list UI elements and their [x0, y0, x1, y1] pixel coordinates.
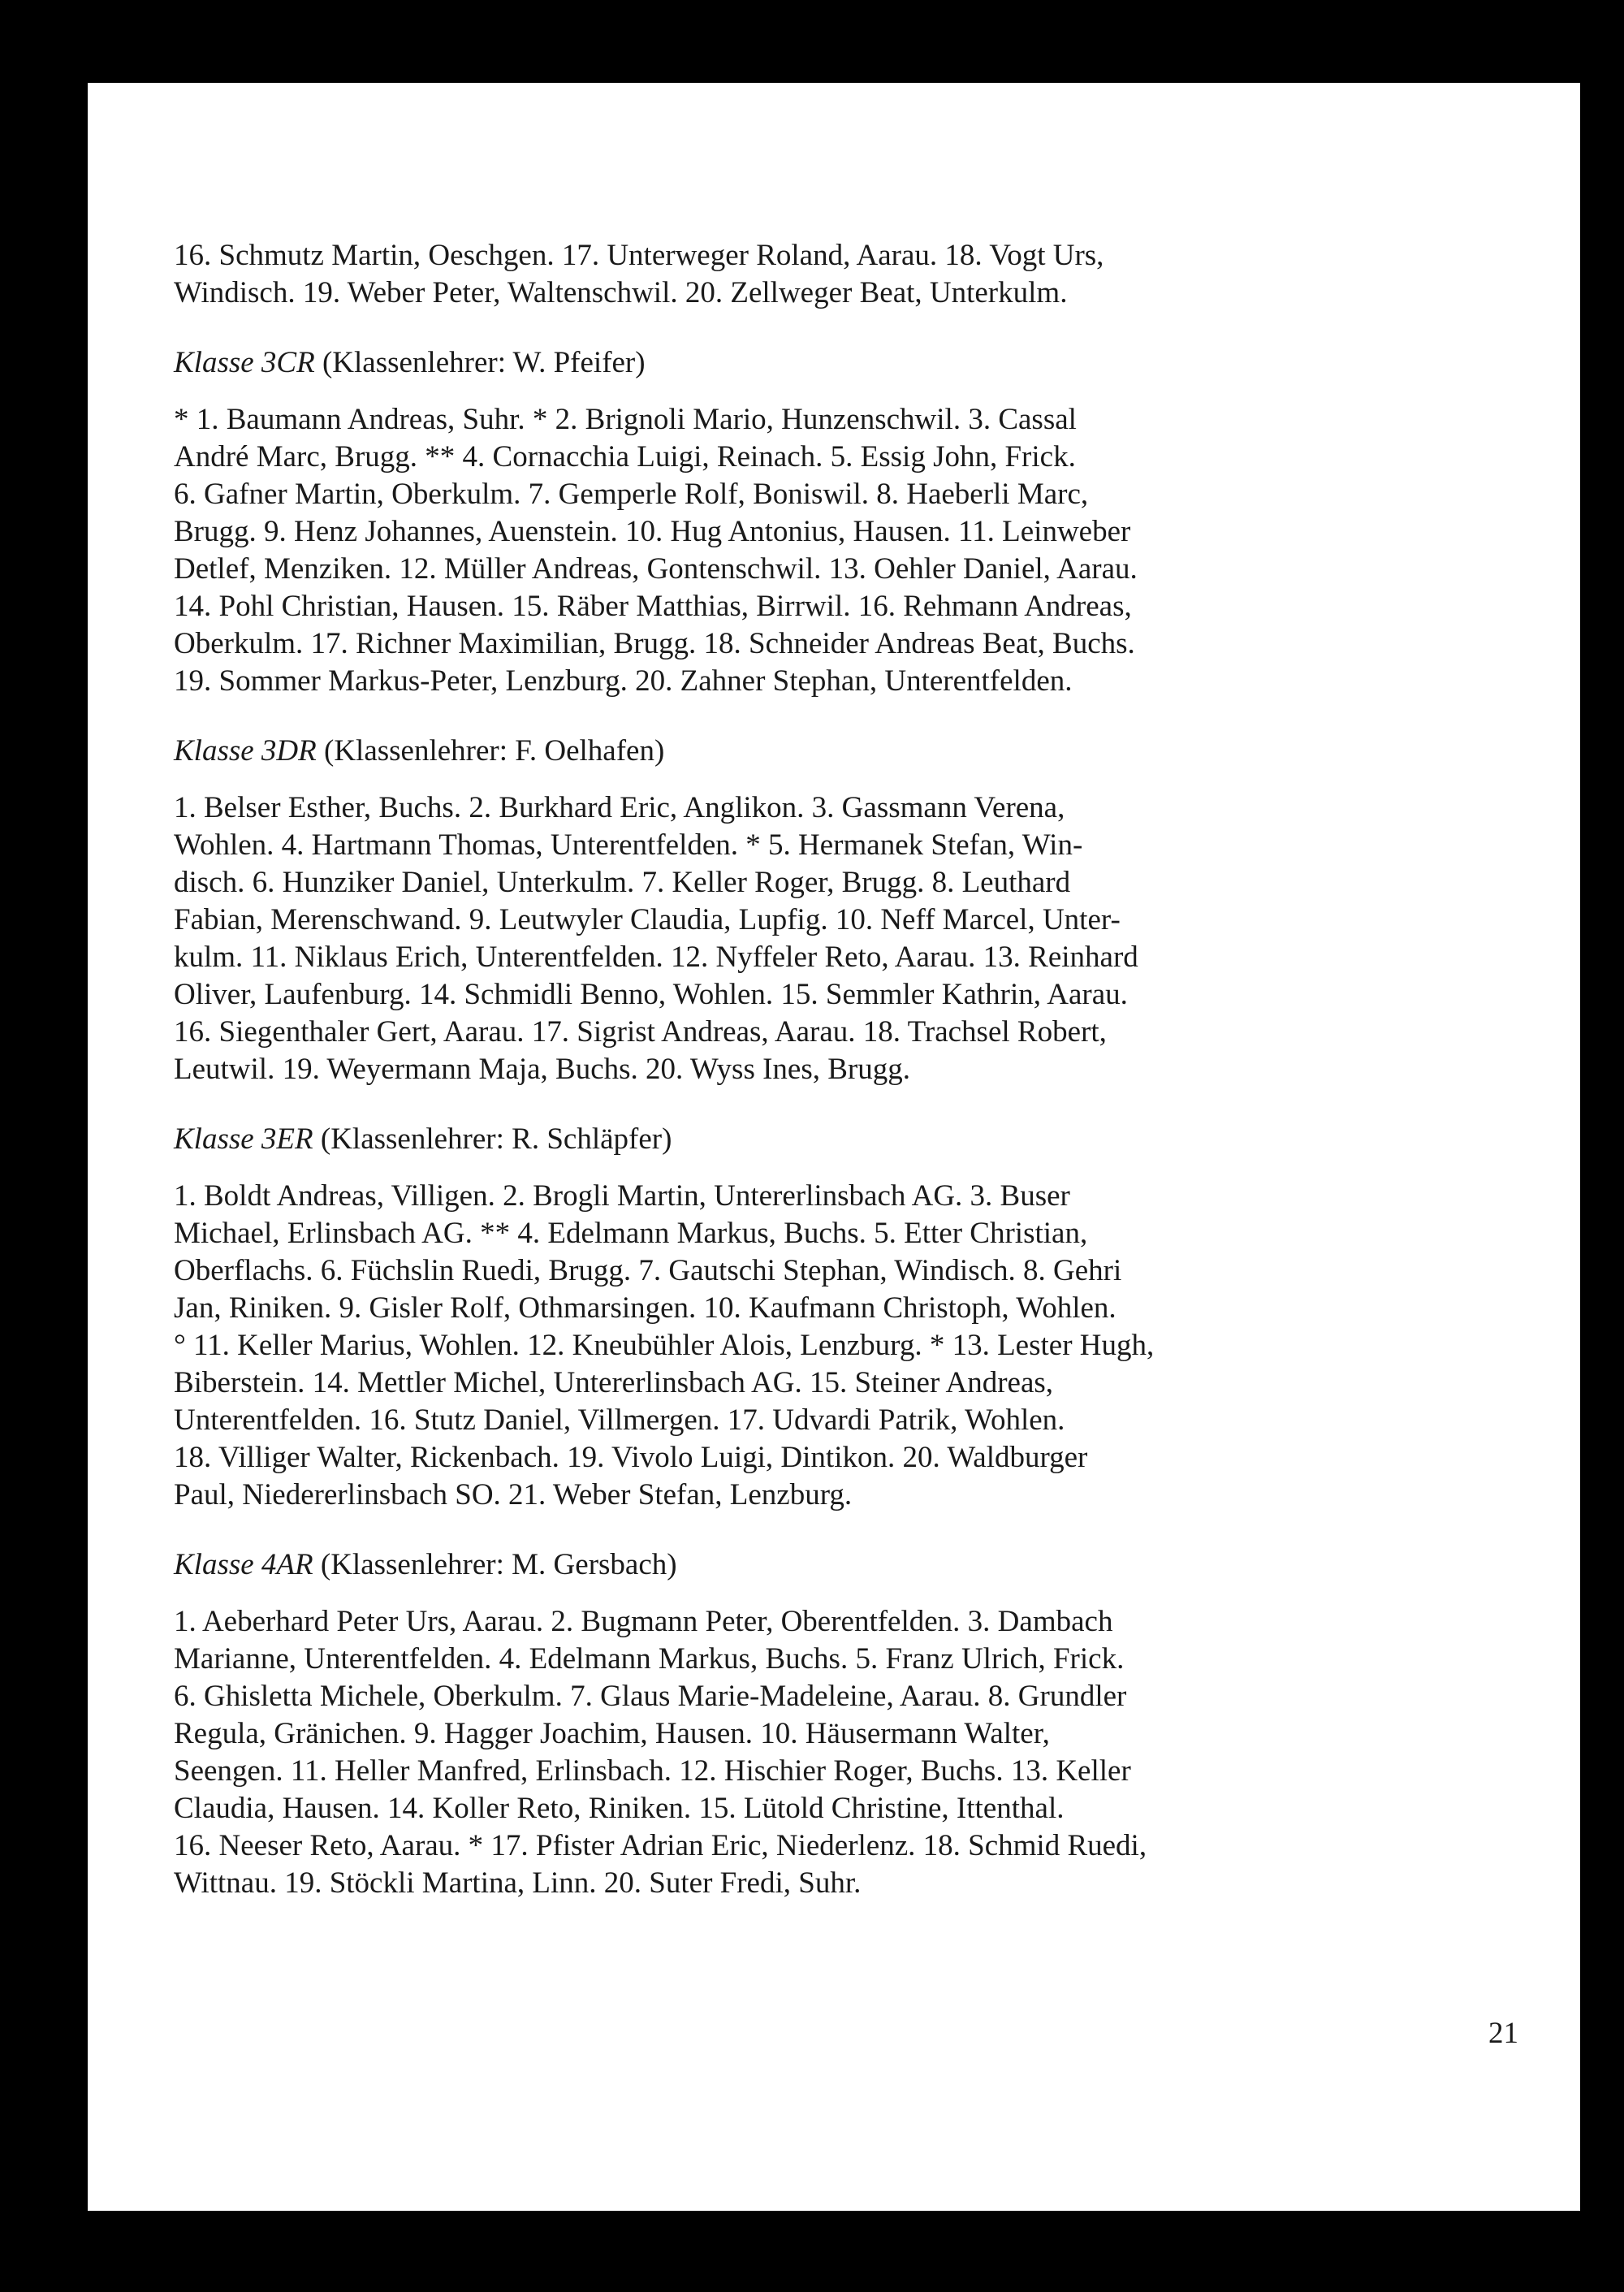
text-line: Biberstein. 14. Mettler Michel, Untererlinsbach AG. 15. Steiner Andreas, [174, 1366, 1054, 1399]
class-section-4ar [174, 1546, 1440, 1902]
text-line: 6. Gafner Martin, Oberkulm. 7. Gemperle Rolf, Boniswil. 8. Haeberli Marc, [174, 478, 1089, 511]
text-line: 16. Siegenthaler Gert, Aarau. 17. Sigrist Andreas, Aarau. 18. Trachsel Robert, [174, 1015, 1107, 1049]
class-section-3er [174, 1121, 1440, 1514]
intro-paragraph [174, 237, 1440, 312]
text-line: Oliver, Laufenburg. 14. Schmidli Benno, Wohlen. 15. Semmler Kathrin, Aarau. [174, 978, 1128, 1011]
class-label: Klasse 3ER [174, 1122, 313, 1156]
text-line: 18. Villiger Walter, Rickenbach. 19. Vivolo Luigi, Dintikon. 20. Waldburger [174, 1441, 1088, 1474]
text-line: Oberkulm. 17. Richner Maximilian, Brugg. 18. Schneider Andreas Beat, Buchs. [174, 627, 1135, 660]
class-label: Klasse 3CR [174, 346, 315, 379]
text-line: 16. Schmutz Martin, Oeschgen. 17. Unterweger Roland, Aarau. 18. Vogt Urs, [174, 239, 1104, 272]
text-line: Claudia, Hausen. 14. Koller Reto, Riniken. 15. Lütold Christine, Ittenthal. [174, 1792, 1065, 1825]
page-number: 21 [1488, 2017, 1518, 2050]
text-line: Regula, Gränichen. 9. Hagger Joachim, Hausen. 10. Häusermann Walter, [174, 1717, 1050, 1750]
class-heading [174, 1121, 1440, 1158]
text-line: 19. Sommer Markus-Peter, Lenzburg. 20. Zahner Stephan, Unterentfelden. [174, 664, 1073, 698]
class-teacher: (Klassenlehrer: R. Schläpfer) [320, 1122, 672, 1156]
text-line: Leutwil. 19. Weyermann Maja, Buchs. 20. Wyss Ines, Brugg. [174, 1053, 910, 1086]
class-section-3cr [174, 344, 1440, 700]
text-line: ° 11. Keller Marius, Wohlen. 12. Kneubühler Alois, Lenzburg. * 13. Lester Hugh, [174, 1329, 1155, 1362]
student-list [174, 789, 1440, 1088]
student-list [174, 1178, 1440, 1514]
text-line: * 1. Baumann Andreas, Suhr. * 2. Brignoli Mario, Hunzenschwil. 3. Cassal [174, 403, 1077, 436]
text-line: Jan, Riniken. 9. Gisler Rolf, Othmarsingen. 10. Kaufmann Christoph, Wohlen. [174, 1291, 1116, 1325]
text-line: 1. Boldt Andreas, Villigen. 2. Brogli Martin, Untererlinsbach AG. 3. Buser [174, 1179, 1070, 1213]
class-teacher: (Klassenlehrer: F. Oelhafen) [324, 734, 665, 768]
text-line: Unterentfelden. 16. Stutz Daniel, Villmergen. 17. Udvardi Patrik, Wohlen. [174, 1403, 1065, 1437]
text-line: Paul, Niedererlinsbach SO. 21. Weber Stefan, Lenzburg. [174, 1478, 853, 1511]
text-line: kulm. 11. Niklaus Erich, Unterentfelden. 12. Nyffeler Reto, Aarau. 13. Reinhard [174, 941, 1138, 974]
text-line: Brugg. 9. Henz Johannes, Auenstein. 10. Hug Antonius, Hausen. 11. Leinweber [174, 515, 1131, 548]
text-line: disch. 6. Hunziker Daniel, Unterkulm. 7. Keller Roger, Brugg. 8. Leuthard [174, 866, 1071, 899]
class-section-3dr [174, 733, 1440, 1088]
text-line: 14. Pohl Christian, Hausen. 15. Räber Matthias, Birrwil. 16. Rehmann Andreas, [174, 590, 1132, 623]
text-line: Michael, Erlinsbach AG. ** 4. Edelmann Markus, Buchs. 5. Etter Christian, [174, 1217, 1088, 1250]
text-line: Wittnau. 19. Stöckli Martina, Linn. 20. Suter Fredi, Suhr. [174, 1866, 862, 1900]
text-line: 6. Ghisletta Michele, Oberkulm. 7. Glaus Marie-Madeleine, Aarau. 8. Grundler [174, 1680, 1127, 1713]
text-line: 1. Aeberhard Peter Urs, Aarau. 2. Bugmann Peter, Oberentfelden. 3. Dambach [174, 1605, 1113, 1638]
text-line: André Marc, Brugg. ** 4. Cornacchia Luigi, Reinach. 5. Essig John, Frick. [174, 440, 1076, 474]
text-line: Oberflachs. 6. Füchslin Ruedi, Brugg. 7. Gautschi Stephan, Windisch. 8. Gehri [174, 1254, 1122, 1287]
class-teacher: (Klassenlehrer: W. Pfeifer) [322, 346, 646, 379]
text-line: Marianne, Unterentfelden. 4. Edelmann Markus, Buchs. 5. Franz Ulrich, Frick. [174, 1642, 1125, 1676]
class-label: Klasse 3DR [174, 734, 317, 768]
text-line: Seengen. 11. Heller Manfred, Erlinsbach. 12. Hischier Roger, Buchs. 13. Keller [174, 1754, 1131, 1788]
text-line: 16. Neeser Reto, Aarau. * 17. Pfister Adrian Eric, Niederlenz. 18. Schmid Ruedi, [174, 1829, 1147, 1862]
text-line: Windisch. 19. Weber Peter, Waltenschwil. 20. Zellweger Beat, Unterkulm. [174, 276, 1068, 309]
document-page [88, 83, 1580, 2211]
class-teacher: (Klassenlehrer: M. Gersbach) [320, 1548, 677, 1581]
text-line: Detlef, Menziken. 12. Müller Andreas, Gontenschwil. 13. Oehler Daniel, Aarau. [174, 552, 1138, 586]
document-body [174, 237, 1440, 1902]
text-line: Fabian, Merenschwand. 9. Leutwyler Claudia, Lupfig. 10. Neff Marcel, Unter- [174, 903, 1121, 936]
class-heading [174, 733, 1440, 770]
text-line: Wohlen. 4. Hartmann Thomas, Unterentfelden. * 5. Hermanek Stefan, Win- [174, 828, 1083, 862]
student-list [174, 1603, 1440, 1902]
student-list [174, 401, 1440, 700]
class-label: Klasse 4AR [174, 1548, 313, 1581]
text-line: 1. Belser Esther, Buchs. 2. Burkhard Eric, Anglikon. 3. Gassmann Verena, [174, 791, 1065, 824]
class-heading [174, 344, 1440, 382]
class-heading [174, 1546, 1440, 1584]
